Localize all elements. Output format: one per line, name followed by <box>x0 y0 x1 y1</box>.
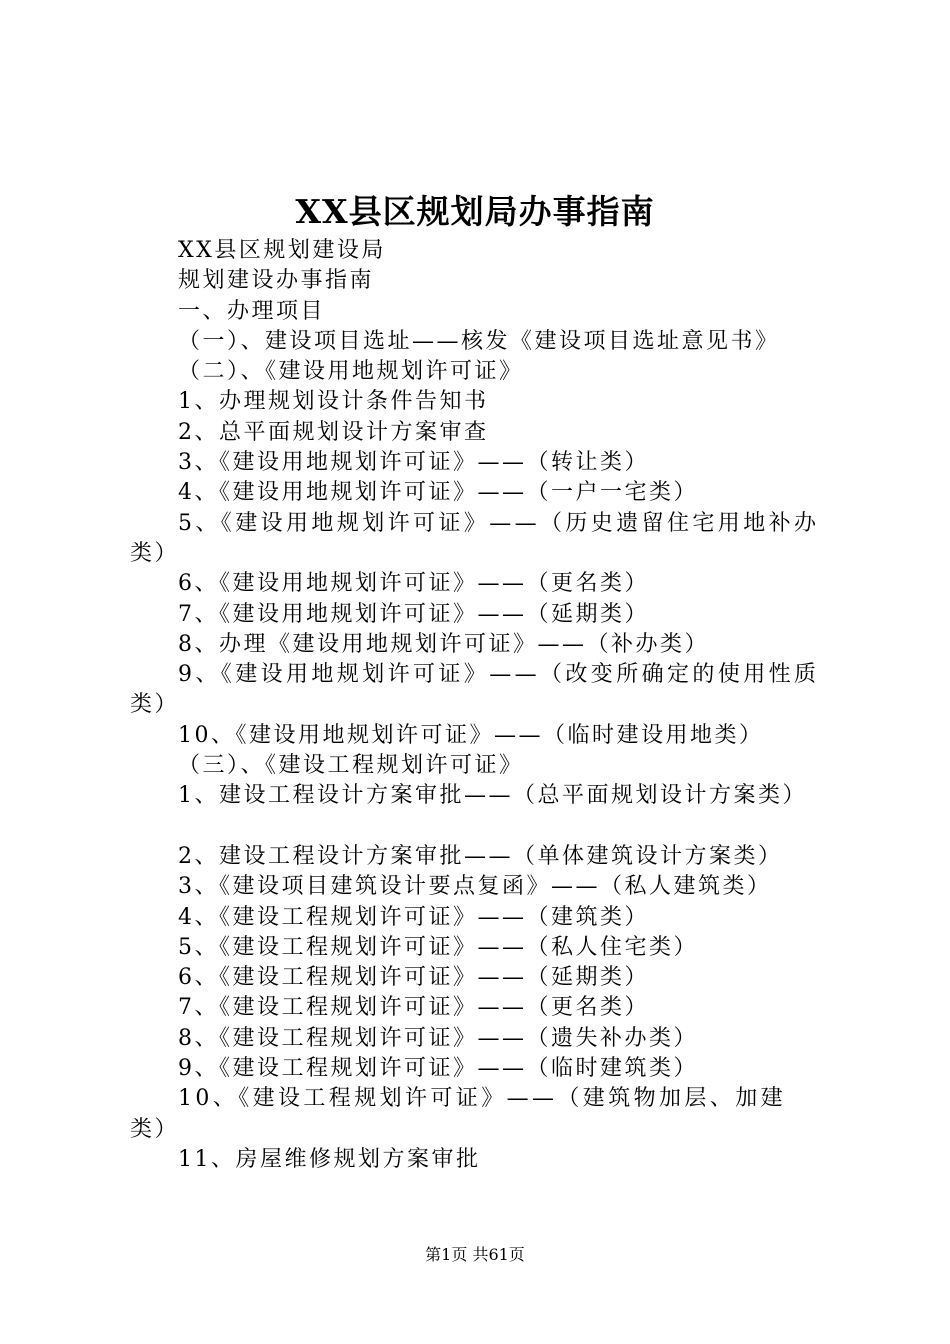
text-line: XX县区规划建设局 <box>178 238 386 263</box>
text-line: 8、《建设工程规划许可证》——（遗失补办类） <box>178 1025 698 1051</box>
text-line: （一）、建设项目选址——核发《建设项目选址意见书》 <box>178 328 780 354</box>
text-line: 3、《建设用地规划许可证》——（转让类） <box>178 450 649 476</box>
text-line: 9、《建设工程规划许可证》——（临时建筑类） <box>178 1056 698 1082</box>
text-line: 5、《建设用地规划许可证》——（历史遗留住宅用地补办 <box>178 510 820 536</box>
text-line: 6、《建设工程规划许可证》——（延期类） <box>178 965 649 991</box>
text-line: 10、《建设工程规划许可证》——（建筑物加层、加建 <box>178 1086 786 1112</box>
text-line: 7、《建设用地规划许可证》——（延期类） <box>178 601 649 627</box>
document-body <box>130 236 840 1175</box>
text-line: 7、《建设工程规划许可证》——（更名类） <box>178 995 649 1021</box>
text-line: 6、《建设用地规划许可证》——（更名类） <box>178 571 649 597</box>
text-line: 2、总平面规划设计方案审查 <box>178 419 489 445</box>
text-line: 4、《建设工程规划许可证》——（建筑类） <box>178 904 649 930</box>
text-line: 4、《建设用地规划许可证》——（一户一宅类） <box>178 480 698 506</box>
text-line: 1、建设工程设计方案审批——（总平面规划设计方案类） <box>178 783 807 809</box>
text-line: 2、建设工程设计方案审批——（单体建筑设计方案类） <box>178 843 783 869</box>
text-line: 一、办理项目 <box>178 298 326 324</box>
text-line-continuation: 类） <box>130 1116 180 1142</box>
text-line: （二）、《建设用地规划许可证》 <box>178 359 524 385</box>
text-line-continuation: 类） <box>130 540 180 566</box>
page-footer: 第1页 共61页 <box>425 1245 525 1264</box>
text-line: 1、办理规划设计条件告知书 <box>178 389 489 415</box>
text-line: 3、《建设项目建筑设计要点复函》——（私人建筑类） <box>178 874 772 900</box>
blank-line <box>130 812 840 842</box>
text-line: 规划建设办事指南 <box>178 268 375 294</box>
document-title: XX县区规划局办事指南 <box>295 192 655 231</box>
text-line: （三）、《建设工程规划许可证》 <box>178 753 524 779</box>
text-line-continuation: 类） <box>130 692 180 718</box>
text-line: 11、房屋维修规划方案审批 <box>178 1146 481 1172</box>
text-line: 10、《建设用地规划许可证》——（临时建设用地类） <box>178 722 764 748</box>
text-line: 8、办理《建设用地规划许可证》——（补办类） <box>178 631 709 657</box>
text-line: 5、《建设工程规划许可证》——（私人住宅类） <box>178 934 698 960</box>
text-line: 9、《建设用地规划许可证》——（改变所确定的使用性质 <box>178 662 820 688</box>
